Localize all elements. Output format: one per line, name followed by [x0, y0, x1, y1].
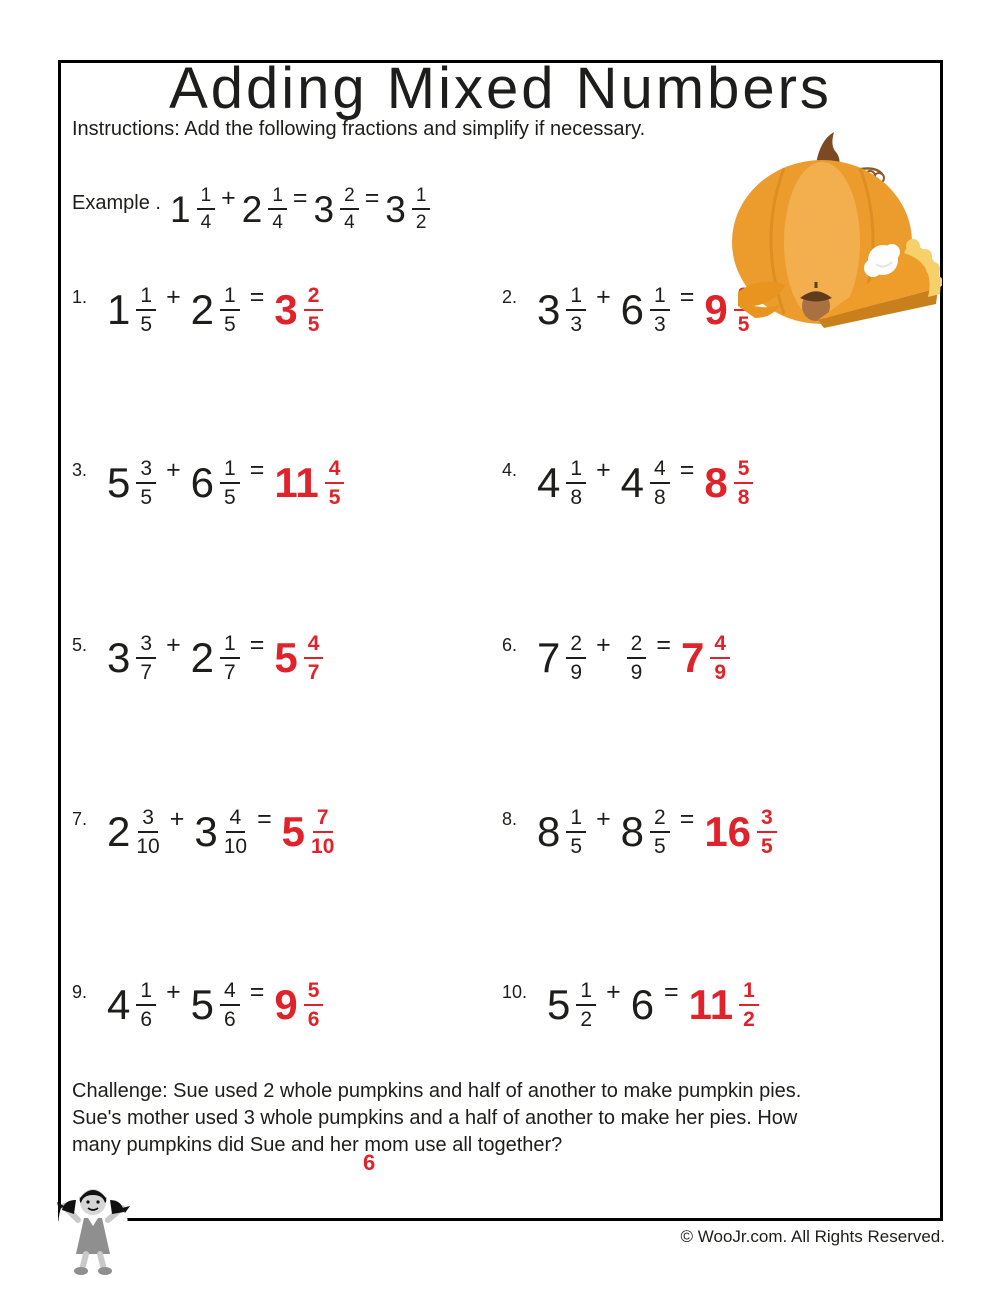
fraction-numerator: 1: [576, 980, 596, 1006]
fraction: [566, 633, 586, 683]
plus-operator: +: [221, 184, 236, 212]
fraction-denominator: 9: [570, 661, 583, 684]
fraction: [650, 807, 670, 857]
fraction: [734, 458, 754, 508]
fraction: [650, 285, 670, 335]
whole-number: 3: [274, 286, 298, 333]
fraction-denominator: 10: [311, 835, 335, 858]
problem-number: 10.: [502, 982, 528, 1002]
fraction-numerator: 3: [136, 458, 156, 484]
fraction-denominator: 9: [630, 661, 643, 684]
fraction-denominator: 3: [570, 313, 583, 336]
copyright-text: © WooJr.com. All Rights Reserved.: [680, 1227, 945, 1246]
whole-number: 3: [194, 808, 218, 855]
fraction-numerator: 5: [304, 980, 324, 1006]
challenge-answer: 6: [363, 1150, 376, 1175]
fraction-numerator: 2: [650, 807, 670, 833]
answer-mixed-number: [704, 458, 753, 508]
fraction-numerator: 1: [566, 807, 586, 833]
equals-operator: =: [249, 283, 265, 311]
fraction-denominator: 6: [224, 1008, 236, 1031]
fraction-numerator: 1: [268, 186, 287, 210]
fraction-numerator: 1: [220, 458, 240, 484]
equals-operator: =: [656, 631, 671, 659]
problem-number: 3.: [72, 460, 88, 480]
fraction-denominator: 7: [224, 661, 236, 684]
example-expression: [170, 186, 430, 232]
problem-number: 5.: [72, 635, 88, 655]
problem-number: 4.: [502, 460, 518, 480]
mixed-number: [537, 458, 586, 508]
fraction: [220, 285, 240, 335]
fraction-numerator: 4: [304, 633, 324, 659]
problem-number: 8.: [502, 809, 518, 829]
fraction-numerator: 4: [650, 458, 670, 484]
fraction-denominator: 2: [415, 212, 427, 233]
challenge-text: [72, 1078, 947, 1159]
answer-mixed-number: [689, 980, 759, 1030]
answer-mixed-number: [274, 980, 323, 1030]
whole-number: 5: [281, 808, 306, 855]
fraction: [650, 458, 670, 508]
fraction-numerator: 4: [325, 458, 345, 484]
answer-mixed-number: [282, 807, 335, 857]
fraction: [224, 807, 247, 857]
fraction: [412, 186, 431, 232]
fraction-denominator: 6: [140, 1008, 153, 1031]
fraction-denominator: 5: [570, 835, 583, 858]
fraction-denominator: 5: [140, 313, 153, 336]
challenge-line: Challenge: Sue used 2 whole pumpkins and half of another to make pumpkin pies.: [72, 1080, 802, 1102]
mixed-number: [621, 285, 670, 335]
fraction-numerator: 4: [220, 980, 240, 1006]
problem-row: [72, 980, 323, 1030]
fraction-numerator: 3: [757, 807, 777, 833]
whole-number: 9: [704, 286, 728, 333]
expression: [170, 186, 430, 232]
fraction: [757, 807, 777, 857]
problem-number: 9.: [72, 982, 88, 1002]
mixed-number: [537, 807, 586, 857]
fraction-denominator: 2: [580, 1008, 593, 1031]
mixed-number: [537, 285, 586, 335]
fraction-numerator: 1: [650, 285, 670, 311]
fraction: [268, 186, 287, 232]
fraction: [136, 807, 159, 857]
mixed-number: [191, 633, 240, 683]
fraction: [304, 285, 324, 335]
problem-number: 7.: [72, 809, 88, 829]
problem-row: [72, 458, 344, 508]
problem-row: [502, 458, 753, 508]
mixed-number: [170, 186, 215, 232]
fraction-numerator: 2: [340, 186, 359, 210]
mixed-number: [191, 458, 240, 508]
fraction-numerator: 5: [734, 458, 754, 484]
expression: [107, 285, 323, 335]
fraction: [136, 458, 156, 508]
whole-number: 11: [688, 981, 734, 1028]
whole-number: 6: [630, 981, 655, 1028]
fraction-denominator: 3: [654, 313, 666, 336]
fraction-denominator: 10: [136, 835, 160, 858]
fraction-denominator: 6: [307, 1008, 320, 1031]
fraction-denominator: 2: [743, 1008, 755, 1031]
fraction: [311, 807, 334, 857]
whole-number: 16: [704, 808, 752, 855]
example-label: Example .: [72, 192, 161, 214]
equals-operator: =: [249, 456, 265, 484]
equals-operator: =: [679, 805, 695, 833]
fraction-denominator: 5: [654, 835, 666, 858]
problem-row: [502, 807, 777, 857]
whole-number: 9: [274, 981, 298, 1028]
fraction-denominator: 8: [570, 486, 583, 509]
whole-number: 8: [537, 808, 561, 855]
mixed-number: [547, 980, 596, 1030]
expression: [537, 633, 730, 683]
whole-number: 2: [241, 188, 263, 230]
mixed-number: [242, 186, 287, 232]
fraction: [739, 980, 759, 1030]
pumpkin-and-pie-illustration: [720, 130, 942, 328]
equals-operator: =: [679, 283, 695, 311]
fraction-numerator: 1: [197, 186, 216, 210]
fraction: [220, 980, 240, 1030]
expression: [107, 458, 344, 508]
plus-operator: +: [606, 978, 621, 1006]
whole-number: 8: [620, 808, 645, 855]
whole-number: 5: [190, 981, 215, 1028]
fraction-denominator: 9: [714, 661, 727, 684]
whole-number: 2: [107, 808, 131, 855]
expression: [547, 980, 759, 1030]
equals-operator: =: [292, 184, 308, 212]
answer-mixed-number: [274, 633, 323, 683]
fraction-denominator: 5: [737, 313, 750, 336]
answer-mixed-number: [704, 807, 776, 857]
problem-row: [502, 980, 759, 1030]
fraction: [576, 980, 596, 1030]
whole-number: 2: [190, 286, 215, 333]
whole-number: 5: [107, 459, 131, 506]
fraction-numerator: 4: [710, 633, 730, 659]
fraction: [710, 633, 730, 683]
mixed-number: [107, 285, 156, 335]
fraction-denominator: 10: [223, 835, 248, 858]
problem-row: [72, 633, 323, 683]
problem-row: [72, 807, 334, 857]
fraction-denominator: 5: [140, 486, 153, 509]
whole-number: 4: [107, 981, 131, 1028]
problem-row: [502, 285, 753, 335]
whole-number: 3: [107, 634, 131, 681]
fraction-numerator: 2: [566, 633, 586, 659]
whole-number: 2: [190, 634, 215, 681]
expression: [107, 633, 323, 683]
mixed-number: [107, 807, 160, 857]
mixed-number: [107, 980, 156, 1030]
fraction-numerator: 1: [220, 285, 240, 311]
whole-number: 6: [620, 286, 645, 333]
problem-row: [502, 633, 730, 683]
equals-operator: =: [364, 184, 380, 212]
mixed-number: [385, 186, 430, 232]
page-title: Adding Mixed Numbers: [169, 56, 832, 121]
fraction: [340, 186, 359, 232]
plus-operator: +: [596, 805, 611, 833]
whole-number: 7: [680, 634, 705, 681]
instructions-text: Instructions: Add the following fractions and simplify if necessary.: [72, 118, 646, 140]
fraction: [220, 633, 240, 683]
equals-operator: =: [257, 805, 272, 833]
mixed-number: [107, 633, 156, 683]
fraction-denominator: 4: [200, 212, 212, 233]
expression: [107, 980, 323, 1030]
expression: [537, 458, 753, 508]
fraction-denominator: 8: [737, 486, 750, 509]
expression: [107, 807, 334, 857]
fraction-denominator: 5: [224, 313, 236, 336]
mixed-number: [191, 285, 240, 335]
whole-number: 3: [385, 188, 406, 230]
mixed-number: [107, 458, 156, 508]
plus-operator: +: [166, 631, 181, 659]
mixed-number: [537, 633, 586, 683]
fraction-numerator: 1: [220, 633, 240, 659]
problem-number: 6.: [502, 635, 518, 655]
fraction-denominator: 5: [328, 486, 341, 509]
problem-number: 2.: [502, 287, 518, 307]
equals-operator: =: [249, 978, 265, 1006]
challenge-line: many pumpkins did Sue and her mom use all together?: [72, 1134, 563, 1156]
fraction-numerator: 2: [627, 633, 647, 659]
fraction-numerator: 2: [304, 285, 324, 311]
fraction-denominator: 7: [307, 661, 320, 684]
fraction: [627, 633, 647, 683]
mixed-number: [314, 186, 359, 232]
fraction: [304, 980, 324, 1030]
fraction: [220, 458, 240, 508]
whole-number: 5: [547, 981, 571, 1028]
mixed-number: [191, 980, 240, 1030]
whole-number: 3: [537, 286, 561, 333]
fraction-numerator: 1: [566, 285, 586, 311]
answer-mixed-number: [681, 633, 730, 683]
answer-mixed-number: [274, 458, 344, 508]
fraction-numerator: 3: [136, 633, 156, 659]
fraction-numerator: 1: [136, 285, 156, 311]
plus-operator: +: [169, 805, 185, 833]
fraction: [325, 458, 345, 508]
plus-operator: +: [596, 283, 611, 311]
fraction-numerator: 1: [136, 980, 156, 1006]
fraction: [197, 186, 216, 232]
mixed-number: [621, 633, 647, 683]
fraction-denominator: 8: [654, 486, 666, 509]
fraction-numerator: 3: [138, 807, 158, 833]
fraction-denominator: 4: [272, 212, 283, 233]
fraction-denominator: 7: [140, 661, 153, 684]
mixed-number: [621, 807, 670, 857]
whole-number: 11: [274, 459, 319, 506]
mixed-number: [621, 458, 670, 508]
answer-mixed-number: [274, 285, 323, 335]
fraction-numerator: 1: [739, 980, 759, 1006]
whole-number: 1: [170, 188, 191, 230]
equals-operator: =: [249, 631, 265, 659]
fraction: [566, 285, 586, 335]
fraction-numerator: 4: [226, 807, 246, 833]
fraction-denominator: 4: [344, 212, 355, 233]
whole-number: 1: [107, 286, 131, 333]
fraction-denominator: 5: [307, 313, 320, 336]
plus-operator: +: [166, 283, 181, 311]
whole-number: 3: [313, 188, 335, 230]
whole-number: 8: [704, 459, 728, 506]
whole-number: 4: [620, 459, 645, 506]
fraction: [136, 285, 156, 335]
fraction: [136, 633, 156, 683]
fraction: [566, 807, 586, 857]
whole-number: 6: [190, 459, 215, 506]
equals-operator: =: [679, 456, 695, 484]
fraction: [566, 458, 586, 508]
fraction-denominator: 5: [224, 486, 236, 509]
fraction-numerator: 7: [313, 807, 333, 833]
expression: [537, 807, 777, 857]
whole-number: 7: [537, 634, 561, 681]
fraction-numerator: 1: [566, 458, 586, 484]
challenge-line: Sue's mother used 3 whole pumpkins and a half of another to make her pies. How: [72, 1107, 798, 1129]
plus-operator: +: [596, 456, 611, 484]
whole-number: 4: [537, 459, 561, 506]
fraction-numerator: 1: [412, 186, 431, 210]
plus-operator: +: [166, 456, 181, 484]
equals-operator: =: [664, 978, 679, 1006]
problem-row: [72, 285, 323, 335]
plus-operator: +: [166, 978, 181, 1006]
problem-number: 1.: [72, 287, 88, 307]
whole-number: 5: [274, 634, 298, 681]
fraction: [136, 980, 156, 1030]
mixed-number: [194, 807, 247, 857]
jumping-girl-mascot: [56, 1178, 130, 1282]
fraction: [304, 633, 324, 683]
mixed-number: [630, 981, 655, 1028]
fraction-denominator: 5: [761, 835, 773, 858]
plus-operator: +: [596, 631, 611, 659]
